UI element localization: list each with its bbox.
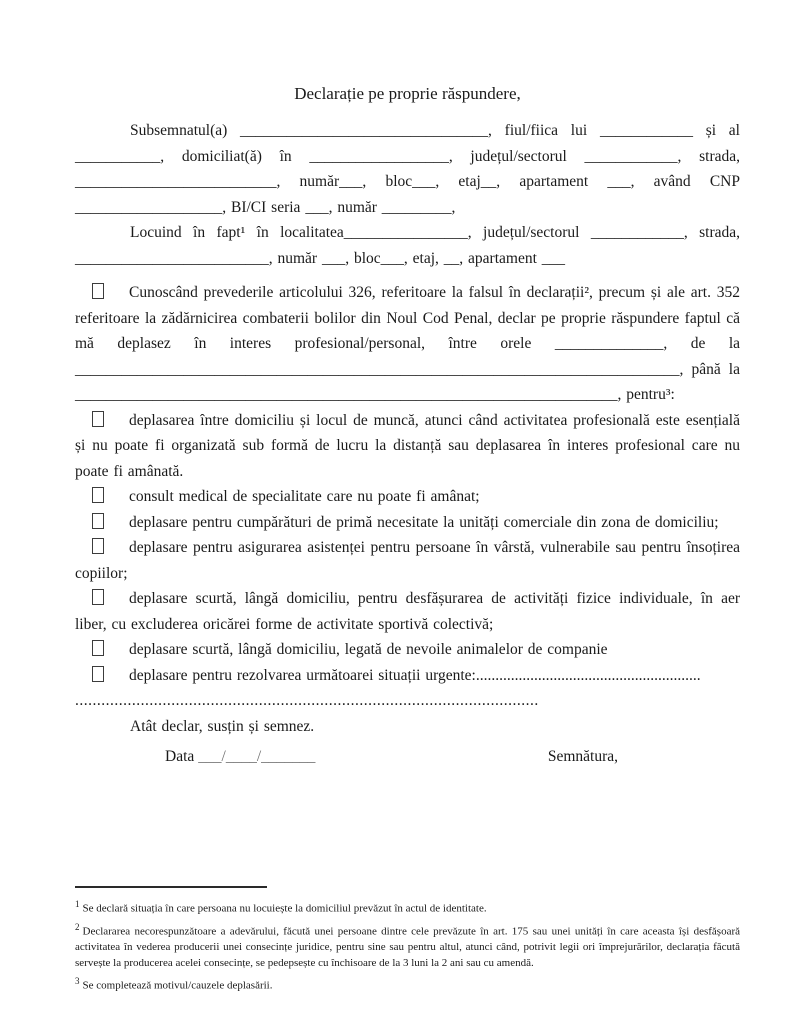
checkbox-icon <box>92 487 104 503</box>
reason-item-text: deplasare pentru asigurarea asistenței pentru persoane în vârstă, vulnerabile sau pentru însoțirea copiilor; <box>75 539 740 582</box>
reason-item-text: deplasare scurtă, lângă domiciliu, legată de nevoile animalelor de companie <box>129 641 608 658</box>
reason-item-text: deplasarea între domiciliu și locul de muncă, atunci când activitatea profesională este esențială și nu poate fi organizată sub formă de lucru la distanță sau deplasarea în interes profesional care nu poate fi amânată. <box>75 411 740 480</box>
reason-item-work <box>75 408 740 485</box>
footnote-2 <box>75 920 740 971</box>
reason-item-assistance <box>75 535 740 586</box>
date-label: Data <box>165 748 195 765</box>
footnote-marker: 1 <box>75 899 80 909</box>
closing-statement: Atât declar, susțin și semnez. <box>130 717 315 735</box>
footnote-marker: 3 <box>75 976 80 987</box>
footnote-separator-rule <box>75 886 267 888</box>
reason-item-urgent <box>75 663 740 689</box>
date-blanks: ___/____/_______ <box>198 748 316 765</box>
footnote-marker: 2 <box>75 922 80 933</box>
reason-item-exercise <box>75 586 740 637</box>
document-title: Declarație pe proprie răspundere, <box>294 84 521 103</box>
footnote-text: Se declară situația în care persoana nu locuiește la domiciliul prevăzut în actul de identitate. <box>82 902 487 915</box>
footnote-1 <box>75 897 740 917</box>
footnote-3 <box>75 974 740 994</box>
checkbox-icon <box>92 411 104 427</box>
date-field <box>165 744 315 770</box>
checkbox-icon <box>92 283 104 299</box>
paragraph-statement <box>75 280 740 408</box>
reason-item-text: deplasare pentru rezolvarea următoarei situații urgente:.......................................................... <box>129 666 701 684</box>
checkbox-icon <box>92 513 104 529</box>
footnotes-section <box>75 886 740 997</box>
reason-item-pets <box>75 637 740 663</box>
paragraph-residence: Locuind în fapt¹ în localitatea________________, județul/sectorul ____________, strada, _________________________, număr ___, bloc___, etaj, __, apartament ___ <box>75 224 740 267</box>
reason-item-medical <box>75 484 740 510</box>
footnote-text: Declararea necorespunzătoare a adevărului, făcută unei persoane dintre cele prevăzute în art. 175 sau unei unități în care aceasta își desfășoară activitatea în vederea producerii unei consecințe juridice, pentru sine sau pentru altul, atunci când, potrivit legii ori împrejurărilor, declarația făcută servește la producerea acelei consecințe, se pedepsește cu închisoare de la 3 luni la 2 ani sau cu amendă. <box>75 925 740 969</box>
reason-item-shopping <box>75 510 740 536</box>
checkbox-icon <box>92 666 104 682</box>
date-signature-row <box>75 744 740 770</box>
checkbox-icon <box>92 589 104 605</box>
signature-label: Semnătura, <box>547 748 618 765</box>
reason-item-text: deplasare pentru cumpărături de primă necesitate la unități comerciale din zona de domiciliu; <box>129 513 719 531</box>
checkbox-icon <box>92 538 104 554</box>
footnote-text: Se completează motivul/cauzele deplasării. <box>82 979 273 992</box>
urgent-reason-dotted-line: .......................................................................................................... <box>75 692 539 709</box>
statement-text: Cunoscând prevederile articolului 326, referitoare la falsul în declarații², precum și ale art. 352 referitoare la zădărnicirea combaterii bolilor din Noul Cod Penal, declar pe proprie răspundere faptul că mă deplasez în interes profesional/personal, între orele ______________, de la ______________________________________________________________________________, până la ______________________________________________________________________, pentru³: <box>75 284 740 403</box>
reason-item-text: consult medical de specialitate care nu poate fi amânat; <box>129 488 480 505</box>
checkbox-icon <box>92 640 104 656</box>
reason-item-text: deplasare scurtă, lângă domiciliu, pentru desfășurarea de activități fizice individuale, în aer liber, cu excluderea oricărei forme de activitate sportivă colectivă; <box>75 590 740 633</box>
paragraph-identity: Subsemnatul(a) ________________________________, fiul/fiica lui ____________ și al ___________, domiciliat(ă) în __________________, județul/sectorul ____________, strada, __________________________, număr___, bloc___, etaj__, apartament ___, având CNP ___________________, BI/CI seria ___, număr _________, <box>75 122 740 216</box>
